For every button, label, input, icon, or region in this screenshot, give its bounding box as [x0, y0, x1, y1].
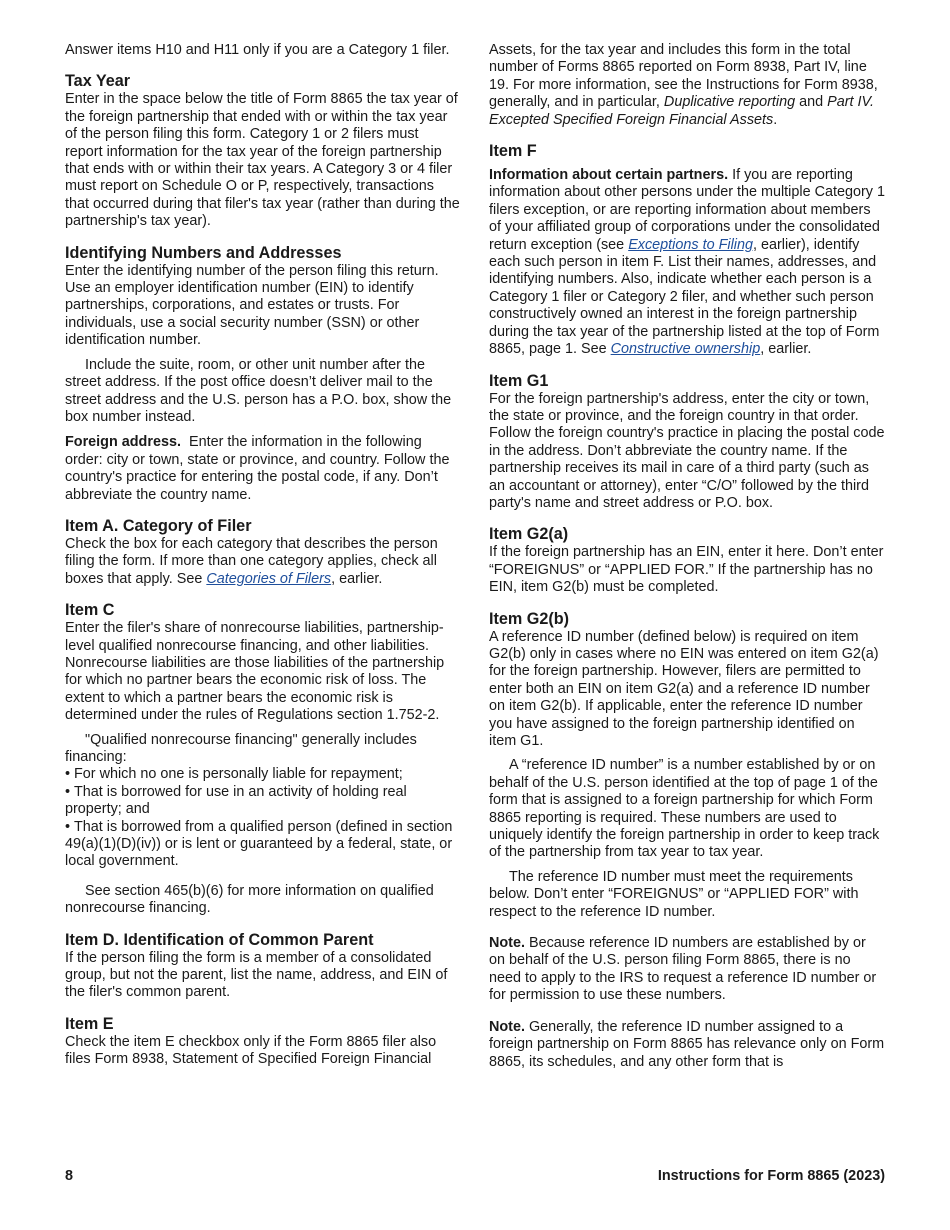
item-a-text-end: , earlier.	[331, 570, 383, 587]
item-g2b-text: A reference ID number (defined below) is required on item G2(b) only in cases where no EIN was entered on item G2(a) for the foreign partnership. However, filers are permitted to enter both an EIN on item G2(a) and a reference ID number on item G2(b). If applicable, enter the reference ID number you have assigned to the foreign partnership identified on item G1.	[489, 628, 879, 749]
exceptions-to-filing-link[interactable]: Exceptions to Filing	[628, 236, 753, 253]
item-d-heading: Item D. Identification of Common Parent	[65, 930, 374, 949]
item-c-heading: Item C	[65, 601, 115, 620]
item-e-continued: Assets, for the tax year and includes this form in the total number of Forms 8865 reported on Form 8938, Part IV, line 19. For more information, see the Instructions for Form 8938, generally, and in particular, Duplicative reporting and Part IV. Excepted Specified Foreign Financial Assets.	[489, 42, 878, 128]
reference-id-requirements: The reference ID number must meet the requirements below. Don’t enter “FOREIGNUS” or “APPLIED FOR” with respect to the reference ID number.	[489, 868, 859, 920]
document-title-footer: Instructions for Form 8865 (2023)	[657, 1168, 885, 1184]
item-e-heading: Item E	[65, 1014, 114, 1033]
reference-id-definition: A “reference ID number” is a number established by or on behalf of the U.S. person identified at the top of page 1 of the form that is assigned to a foreign partnership for which Form 8865 reporting is required. These numbers are used to uniquely identify the foreign partnership in order to keep track of the partnership from tax year to tax year.	[489, 757, 880, 861]
bullet-icon: •	[65, 766, 71, 783]
foreign-address-text: Enter the information in the following order: city or town, state or province, and country. Follow the country's practice for entering the postal code, if any. Don’t abbreviate the country name.	[65, 434, 450, 503]
note-label: Note.	[489, 1018, 525, 1035]
item-g2a-heading: Item G2(a)	[489, 525, 569, 544]
duplicative-reporting-ref: Duplicative reporting	[663, 94, 796, 111]
item-f-label: Information about certain partners.	[489, 167, 729, 184]
item-g1-text: For the foreign partnership's address, enter the city or town, the state or province, and the foreign country in that order. Follow the foreign country's practice in placing the postal code in the address. Don’t abbreviate the country name. If the partnership receives its mail in care of a third party (such as an accountant or attorney), enter “C/O” followed by the third party's name and street address or P.O. box.	[489, 390, 885, 511]
item-d-text: If the person filing the form is a member of a consolidated group, but not the parent, list the name, address, and EIN of the filer's common parent.	[65, 949, 448, 1001]
section-465-text: See section 465(b)(6) for more information on qualified nonrecourse financing.	[65, 882, 434, 917]
foreign-address-label: Foreign address.	[65, 434, 181, 451]
financing-bullet-list	[65, 766, 460, 870]
note-label: Note.	[489, 935, 525, 952]
item-f-heading: Item F	[489, 142, 537, 161]
list-item: • That is borrowed for use in an activity of holding real property; and	[65, 783, 407, 818]
item-a-paragraph	[65, 536, 460, 588]
item-f-paragraph: Information about certain partners. If you are reporting information about other persons under the multiple Category 1 filers exception, or are reporting information about members of your affiliated group of corporations under the consolidated return exception (see Exceptions to Filing, earlier), identify each such person in item F. List their names, addresses, and identifying numbers. Also, indicate whether each person is a Category 1 filer or Category 2 filer, and whether such person constructively owned an interest in the foreign partnership during the tax year of the partnership listed at the top of Form 8865, page 1. See Constructive ownership, earlier.	[489, 167, 885, 358]
list-item: • That is borrowed from a qualified person (defined in section 49(a)(1)(D)(iv)) or is lent or guaranteed by a federal, state, or local government.	[65, 818, 453, 870]
item-g2b-heading: Item G2(b)	[489, 609, 570, 628]
intro-text: Answer items H10 and H11 only if you are a Category 1 filer.	[65, 42, 450, 58]
item-g1-heading: Item G1	[489, 371, 549, 390]
right-column	[489, 42, 885, 1071]
item-e-text: Check the item E checkbox only if the Form 8865 filer also files Form 8938, Statement of Specified Foreign Financial	[65, 1033, 437, 1068]
tax-year-heading: Tax Year	[65, 72, 131, 91]
qualified-financing-text: "Qualified nonrecourse financing" generally includes financing:	[65, 731, 417, 765]
tax-year-text: Enter in the space below the title of Form 8865 the tax year of the foreign partnership that ended with or within the tax year of the person filing this form. Category 1 or 2 filers must report information for the tax year of the foreign partnership that ends with or within their tax years. A Category 3 or 4 filer must report on Schedule O or P, respectively, transactions that occurred during that filer's tax year (rather than during the partnership's tax year).	[65, 91, 460, 230]
identifying-numbers-heading: Identifying Numbers and Addresses	[65, 243, 342, 262]
page-number: 8	[65, 1168, 74, 1184]
suite-number-text: Include the suite, room, or other unit number after the street address. If the post office doesn’t deliver mail to the street address and the U.S. person has a P.O. box, show the box number instead.	[65, 356, 452, 425]
constructive-ownership-link[interactable]: Constructive ownership	[610, 341, 761, 358]
list-item: • For which no one is personally liable for repayment;	[65, 766, 403, 783]
part-iv-ref: Part IV. Excepted Specified Foreign Financial Assets	[489, 94, 875, 128]
item-g2a-text: If the foreign partnership has an EIN, enter it here. Don’t enter “FOREIGNUS” or “APPLIED FOR.” If the partnership has no EIN, item G2(b) must be completed.	[489, 544, 884, 596]
foreign-address-paragraph	[65, 434, 460, 504]
item-a-text: Check the box for each category that describes the person filing the form. If more than one category applies, check all boxes that apply. See	[65, 535, 438, 587]
bullet-icon: •	[65, 783, 71, 800]
note-1: Note. Because reference ID numbers are established by or on behalf of the U.S. person filing Form 8865, there is no need to apply to the IRS to request a reference ID number or for permission to use these numbers.	[489, 935, 877, 1004]
item-c-text: Enter the filer's share of nonrecourse liabilities, partnership-level qualified nonrecourse financing, and other liabilities. Nonrecourse liabilities are those liabilities of the partnership for which no partner bears the economic risk of loss. The extent to which a partner bears the economic risk is determined under the rules of Regulations section 1.752-2.	[65, 620, 445, 724]
item-a-heading: Item A. Category of Filer	[65, 516, 252, 535]
bullet-icon: •	[65, 818, 71, 835]
left-column	[65, 42, 460, 1069]
identifying-numbers-text: Enter the identifying number of the person filing this return. Use an employer identification number (EIN) to identify partnerships, corporations, and estates or trusts. For individuals, use a social security number (SSN) or other identification number.	[65, 262, 439, 349]
note-2: Note. Generally, the reference ID number assigned to a foreign partnership on Form 8865 has relevance only on Form 8865, its schedules, and any other form that is	[489, 1018, 885, 1070]
categories-of-filers-link[interactable]: Categories of Filers	[206, 570, 332, 587]
